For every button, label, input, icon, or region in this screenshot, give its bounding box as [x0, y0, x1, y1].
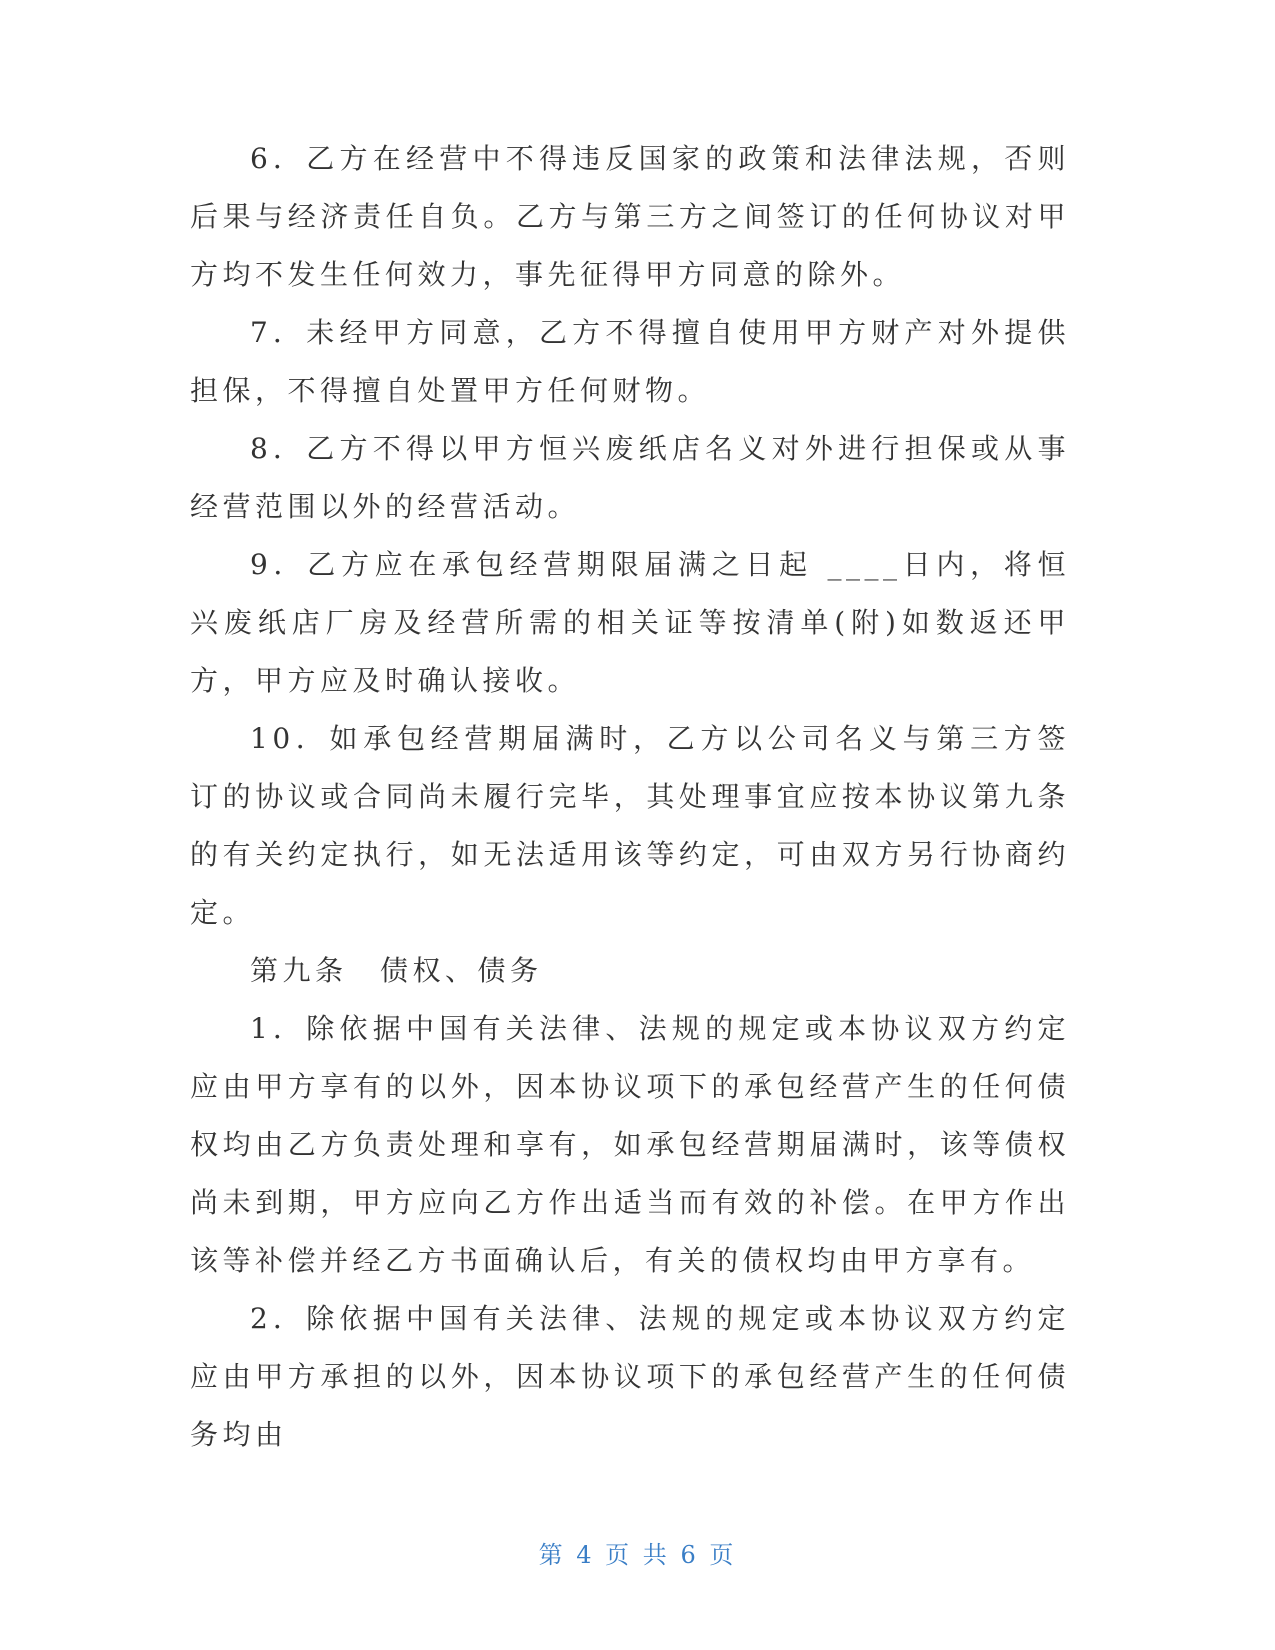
- article-heading: 第九条 债权、债务: [250, 954, 543, 987]
- debt-clause-1: 1．除依据中国有关法律、法规的规定或本协议双方约定应由甲方享有的以外，因本协议项下的承包经营产生的任何债权均由乙方负责处理和享有，如承包经营期届满时，该等债权尚未到期，甲方应向乙方作出适当而有效的补偿。在甲方作出该等补偿并经乙方书面确认后，有关的债权均由甲方享有。: [190, 1012, 1070, 1277]
- page-footer: [0, 1535, 1275, 1570]
- clause-7: 7．未经甲方同意，乙方不得擅自使用甲方财产对外提供担保，不得擅自处置甲方任何财物。: [190, 316, 1070, 407]
- clause-8: 8．乙方不得以甲方恒兴废纸店名义对外进行担保或从事经营范围以外的经营活动。: [190, 432, 1070, 523]
- debt-clause-2: 2．除依据中国有关法律、法规的规定或本协议双方约定应由甲方承担的以外，因本协议项下的承包经营产生的任何债务均由: [190, 1302, 1070, 1451]
- clause-9: 9．乙方应在承包经营期限届满之日起 ____日内，将恒兴废纸店厂房及经营所需的相关证等按清单(附)如数返还甲方，甲方应及时确认接收。: [190, 548, 1070, 697]
- page-number: 第 4 页 共 6 页: [538, 1541, 737, 1569]
- document-body: [190, 130, 1070, 1464]
- clause-10: 10．如承包经营期届满时，乙方以公司名义与第三方签订的协议或合同尚未履行完毕，其处理事宜应按本协议第九条的有关约定执行，如无法适用该等约定，可由双方另行协商约定。: [190, 722, 1070, 929]
- clause-6: 6．乙方在经营中不得违反国家的政策和法律法规，否则后果与经济责任自负。乙方与第三方之间签订的任何协议对甲方均不发生任何效力，事先征得甲方同意的除外。: [190, 142, 1070, 291]
